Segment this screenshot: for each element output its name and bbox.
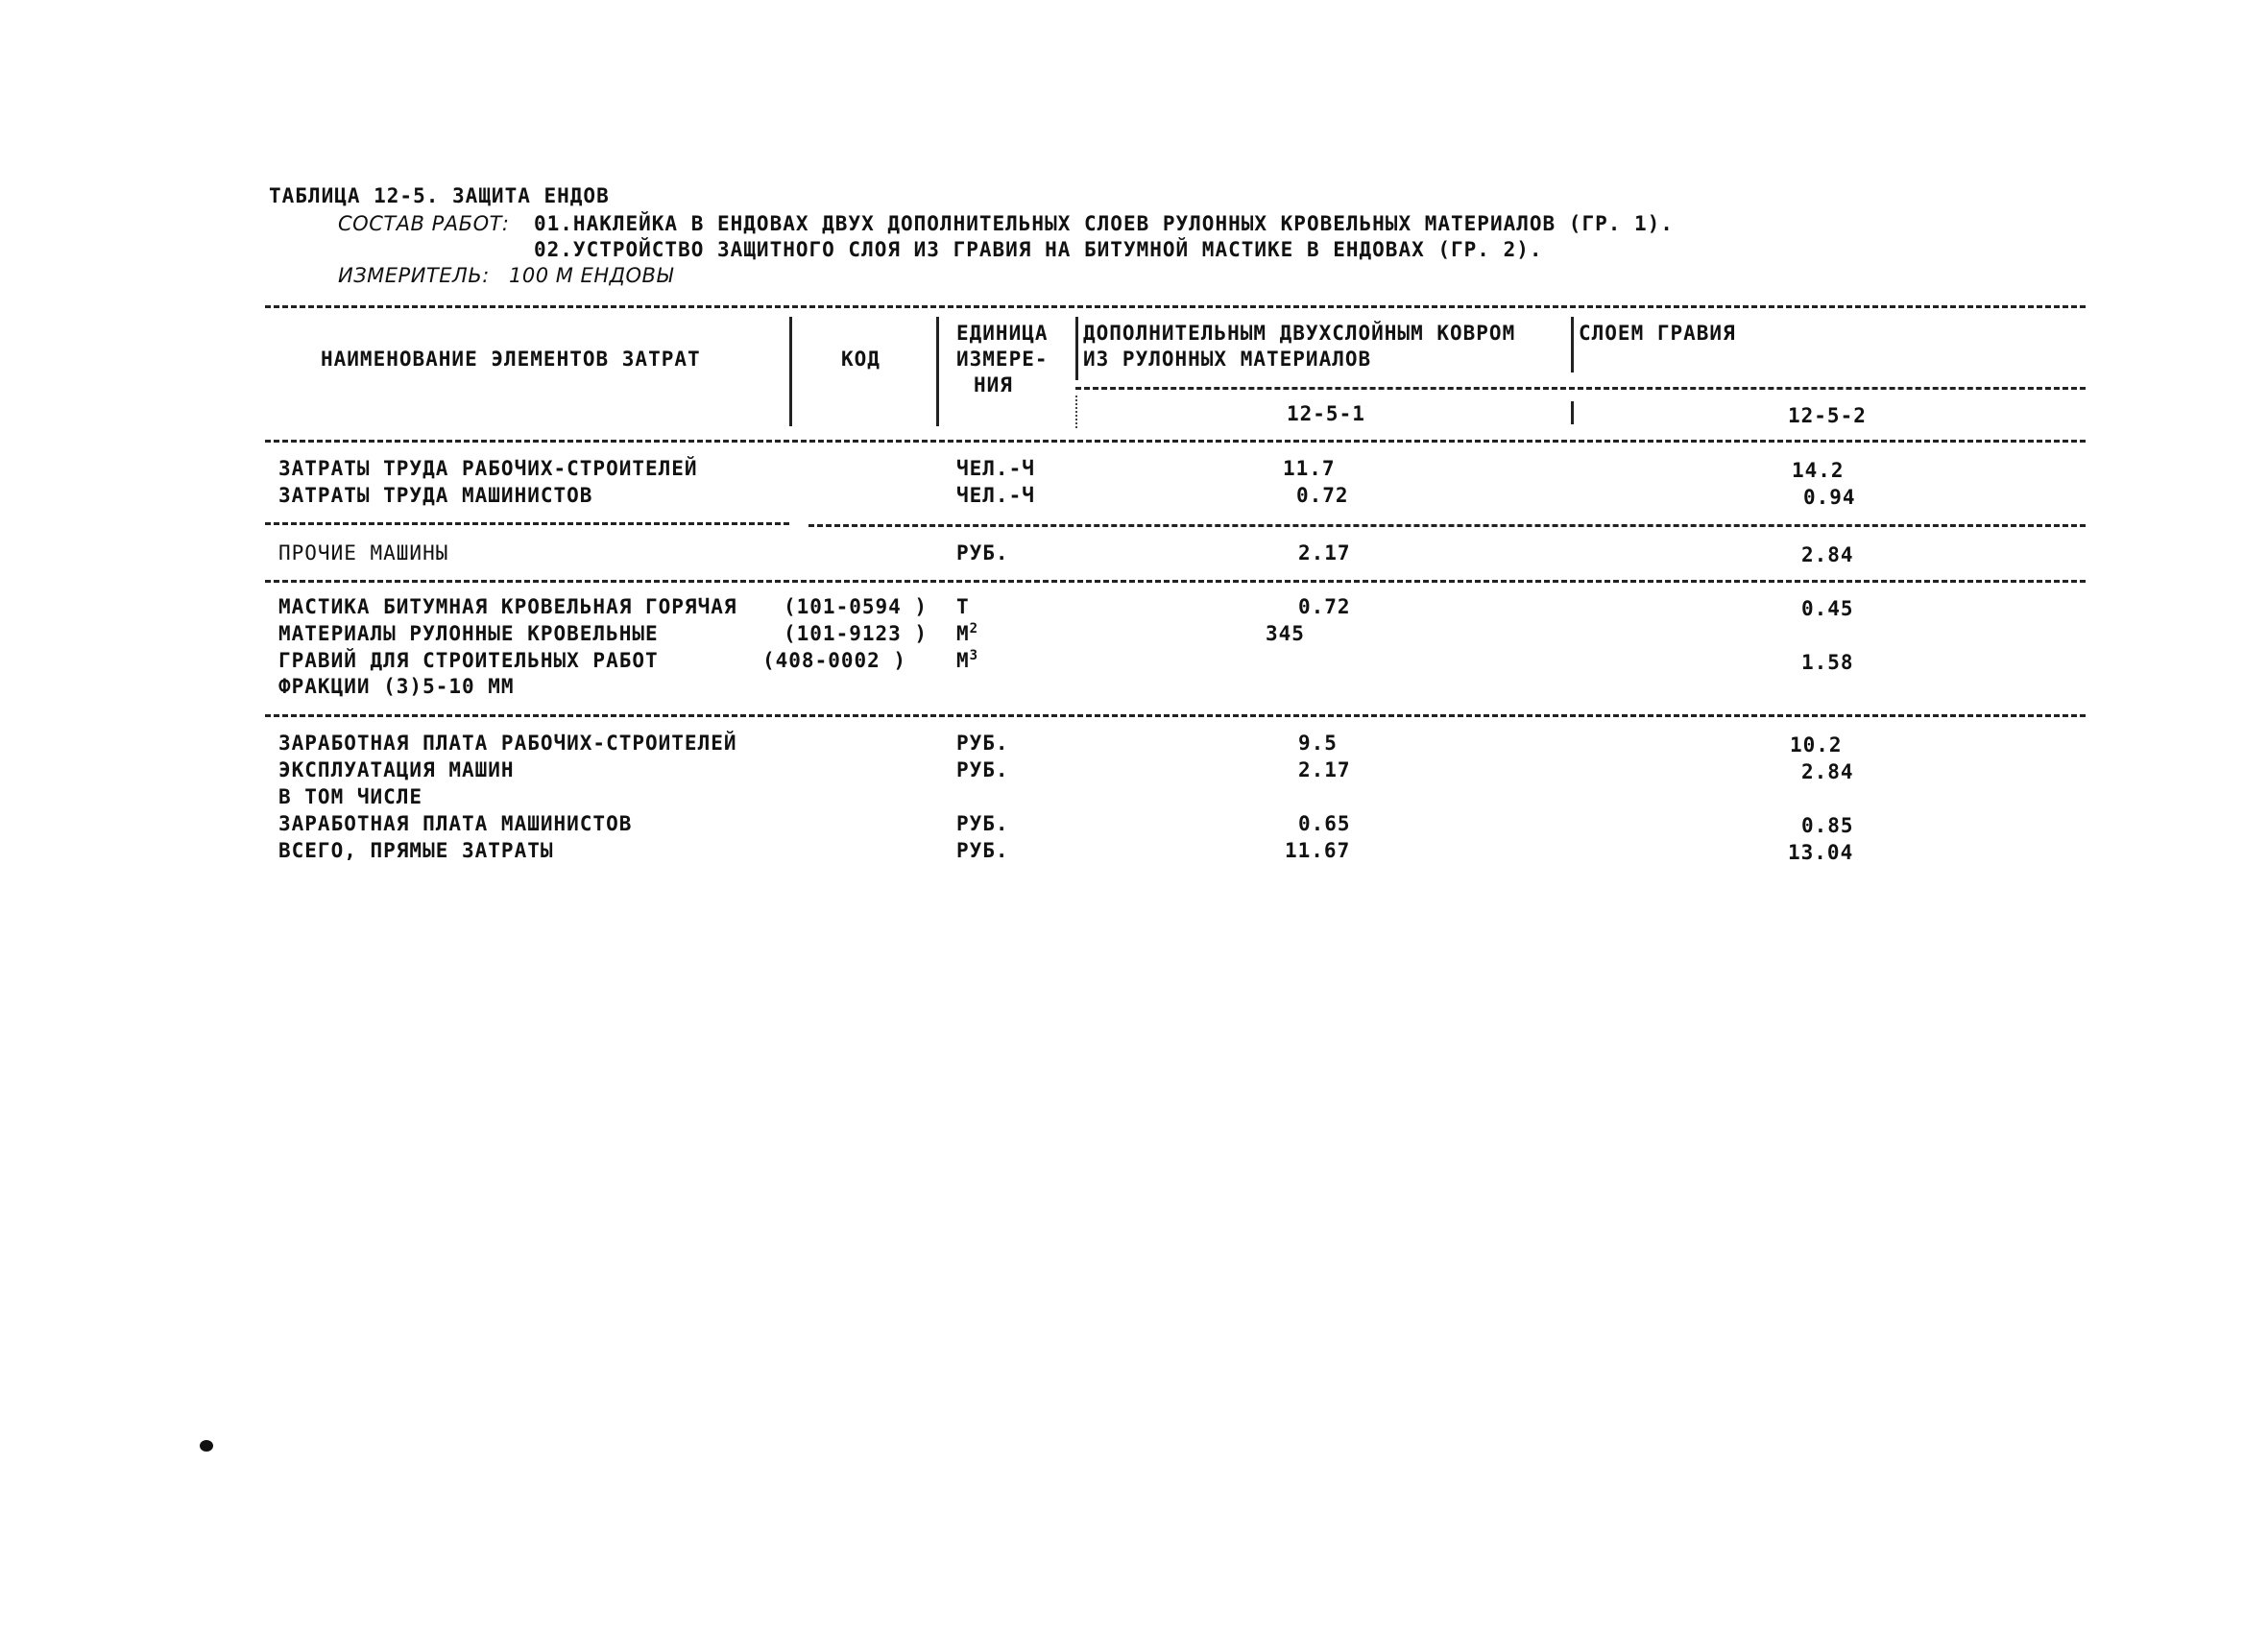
row-value-2: 14.2 [1792, 459, 1845, 482]
column-separator [1075, 317, 1078, 380]
row-name: МАСТИКА БИТУМНАЯ КРОВЕЛЬНАЯ ГОРЯЧАЯ [278, 595, 737, 618]
row-value-2: 2.84 [1801, 760, 1854, 783]
row-unit: РУБ. [956, 541, 1009, 564]
row-value-1: 0.72 [1298, 595, 1351, 618]
meter-value: 100 М ЕНДОВЫ [509, 264, 674, 287]
row-name: ЭКСПЛУАТАЦИЯ МАШИН [278, 758, 515, 781]
row-unit: РУБ. [956, 812, 1009, 835]
section-rule [265, 714, 2086, 717]
column-separator [1075, 396, 1077, 428]
table-title: ТАБЛИЦА 12-5. ЗАЩИТА ЕНДОВ [269, 184, 610, 207]
row-code: (408-0002 ) [762, 649, 907, 672]
work-item-1: 01.НАКЛЕЙКА В ЕНДОВАХ ДВУХ ДОПОЛНИТЕЛЬНЫХ СЛОЕВ РУЛОННЫХ КРОВЕЛЬНЫХ МАТЕРИАЛОВ (ГР. 1). [534, 212, 1674, 235]
row-value-1: 0.65 [1298, 812, 1351, 835]
column-group-2-header: СЛОЕМ ГРАВИЯ [1579, 322, 1736, 345]
section-rule [808, 524, 2086, 527]
row-value-1: 9.5 [1298, 732, 1338, 755]
row-unit: РУБ. [956, 732, 1009, 755]
row-value-2: 0.85 [1801, 814, 1854, 837]
row-name: В ТОМ ЧИСЛЕ [278, 785, 423, 808]
row-value-1: 2.17 [1298, 758, 1351, 781]
row-unit: $М^3$ [956, 648, 979, 672]
column-separator [1571, 317, 1574, 372]
row-name: ЗАТРАТЫ ТРУДА РАБОЧИХ-СТРОИТЕЛЕЙ [278, 457, 698, 480]
row-value-2: 10.2 [1790, 733, 1843, 756]
row-unit: РУБ. [956, 758, 1009, 781]
scan-mark [200, 1440, 213, 1452]
table-top-rule [265, 305, 2086, 308]
column-group-1-header: ДОПОЛНИТЕЛЬНЫМ ДВУХСЛОЙНЫМ КОВРОМ [1083, 322, 1516, 345]
row-value-2: 0.45 [1801, 597, 1854, 620]
column-header-unit: НИЯ [974, 373, 1013, 396]
row-name: ЗАРАБОТНАЯ ПЛАТА РАБОЧИХ-СТРОИТЕЛЕЙ [278, 732, 737, 755]
work-composition-label: СОСТАВ РАБОТ: [338, 212, 510, 235]
column-header-unit: ЕДИНИЦА [956, 322, 1049, 345]
meter-label: ИЗМЕРИТЕЛЬ: [338, 264, 490, 287]
header-bottom-rule [265, 440, 2086, 443]
row-unit: ЧЕЛ.-Ч [956, 484, 1035, 507]
section-rule [265, 580, 2086, 583]
row-name: ЗАТРАТЫ ТРУДА МАШИНИСТОВ [278, 484, 593, 507]
section-rule [265, 522, 789, 525]
column-header-code: КОД [841, 348, 881, 371]
row-code: (101-9123 ) [784, 622, 929, 645]
row-name: ЗАРАБОТНАЯ ПЛАТА МАШИНИСТОВ [278, 812, 633, 835]
row-code: (101-0594 ) [784, 595, 929, 618]
row-value-1: 11.7 [1283, 457, 1336, 480]
column-separator [789, 317, 792, 426]
row-value-2: 2.84 [1801, 543, 1854, 566]
row-unit: РУБ. [956, 839, 1009, 862]
work-item-2: 02.УСТРОЙСТВО ЗАЩИТНОГО СЛОЯ ИЗ ГРАВИЯ НА БИТУМНОЙ МАСТИКЕ В ЕНДОВАХ (ГР. 2). [534, 238, 1543, 261]
column-separator [936, 317, 939, 426]
row-name: ПРОЧИЕ МАШИНЫ [278, 541, 449, 564]
row-unit: Т [956, 595, 970, 618]
column-group-1-header: ИЗ РУЛОННЫХ МАТЕРИАЛОВ [1083, 348, 1372, 371]
row-name: ФРАКЦИИ (3)5-10 ММ [278, 675, 515, 698]
column-header-name: НАИМЕНОВАНИЕ ЭЛЕМЕНТОВ ЗАТРАТ [321, 348, 701, 371]
row-value-2: 0.94 [1803, 486, 1856, 509]
row-value-1: 11.67 [1285, 839, 1351, 862]
row-value-2: 13.04 [1788, 841, 1854, 864]
column-header-unit: ИЗМЕРЕ- [956, 348, 1049, 371]
row-value-1: 2.17 [1298, 541, 1351, 564]
row-value-1: 345 [1266, 622, 1305, 645]
row-unit: ЧЕЛ.-Ч [956, 457, 1035, 480]
row-name: ВСЕГО, ПРЯМЫЕ ЗАТРАТЫ [278, 839, 554, 862]
row-name: ГРАВИЙ ДЛЯ СТРОИТЕЛЬНЫХ РАБОТ [278, 649, 659, 672]
column-separator [1571, 401, 1574, 424]
column-code-12-5-2: 12-5-2 [1788, 404, 1867, 427]
row-unit: $М^2$ [956, 621, 979, 645]
row-value-1: 0.72 [1296, 484, 1349, 507]
row-value-2: 1.58 [1801, 651, 1854, 674]
column-code-12-5-1: 12-5-1 [1287, 402, 1365, 425]
row-name: МАТЕРИАЛЫ РУЛОННЫЕ КРОВЕЛЬНЫЕ [278, 622, 659, 645]
group-divider-rule [1075, 387, 2086, 390]
